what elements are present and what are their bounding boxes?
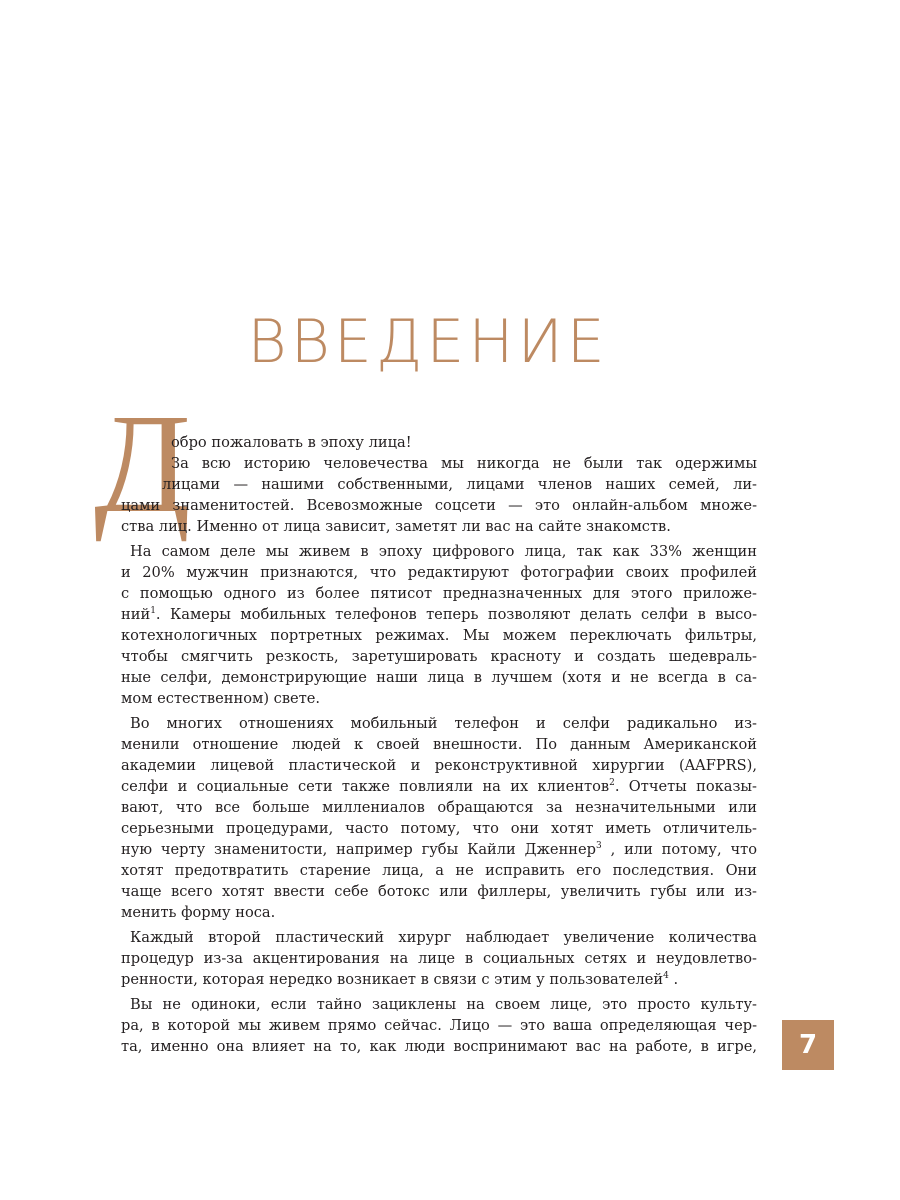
text-line xyxy=(121,881,757,902)
text-fragment: ную черту знаменитости, например губы Кайли Дженнер xyxy=(121,841,596,858)
text-line xyxy=(121,667,757,688)
text-fragment: обро пожаловать в эпоху лица! xyxy=(171,434,412,451)
text-line xyxy=(121,948,757,969)
text-line xyxy=(121,1015,757,1036)
text-line xyxy=(121,625,757,646)
text-line xyxy=(171,453,757,474)
text-fragment: котехнологичных портретных режимах. Мы можем переключать фильтры, xyxy=(121,627,757,644)
text-line xyxy=(121,797,757,818)
text-fragment: мом естественном) свете. xyxy=(121,690,321,707)
text-line xyxy=(121,1036,757,1057)
text-fragment: На самом деле мы живем в эпоху цифрового лица, так как 33% женщин xyxy=(130,543,757,560)
text-line xyxy=(121,734,757,755)
text-fragment: хотят предотвратить старение лица, а не исправить его последствия. Они xyxy=(121,862,757,879)
text-line xyxy=(121,713,757,734)
text-fragment: . Отчеты показы- xyxy=(614,778,757,795)
text-fragment: академии лицевой пластической и реконструктивной хирургии (AAFPRS), xyxy=(121,757,757,774)
text-line xyxy=(121,755,757,776)
text-fragment: . xyxy=(668,971,679,988)
footnote-ref: 4 xyxy=(663,971,669,982)
text-fragment: вают, что все больше миллениалов обращаются за незначительными или xyxy=(121,799,757,816)
text-fragment: чаще всего хотят ввести себе ботокс или филлеры, увеличить губы или из- xyxy=(121,883,757,900)
page-number-badge: 7 xyxy=(782,1020,834,1070)
footnote-ref: 2 xyxy=(609,778,615,789)
text-fragment: Во многих отношениях мобильный телефон и селфи радикально из- xyxy=(130,715,757,732)
text-line xyxy=(121,562,757,583)
text-line xyxy=(121,516,757,537)
text-fragment: ства лиц. Именно от лица зависит, заметят ли вас на сайте знакомств. xyxy=(121,518,671,535)
text-fragment: серьезными процедурами, часто потому, что они хотят иметь отличитель- xyxy=(121,820,757,837)
text-line xyxy=(121,860,757,881)
footnote-ref: 3 xyxy=(596,841,602,852)
chapter-title: ВВЕДЕНИЕ xyxy=(247,307,609,377)
text-fragment: та, именно она влияет на то, как люди воспринимают вас на работе, в игре, xyxy=(121,1038,757,1055)
text-line xyxy=(121,818,757,839)
text-line xyxy=(121,927,757,948)
text-line xyxy=(121,646,757,667)
text-line xyxy=(121,839,757,860)
text-fragment: . Камеры мобильных телефонов теперь позволяют делать селфи в высо- xyxy=(155,606,757,623)
text-fragment: ра, в которой мы живем прямо сейчас. Лицо — это ваша определяющая чер- xyxy=(121,1017,757,1034)
text-fragment: Каждый второй пластический хирург наблюдает увеличение количества xyxy=(130,929,757,946)
text-line xyxy=(121,495,757,516)
text-line xyxy=(121,902,757,923)
text-fragment: ренности, которая нередко возникает в связи с этим у пользователей xyxy=(121,971,664,988)
text-fragment: цами знаменитостей. Всевозможные соцсети — это онлайн-альбом множе- xyxy=(121,497,757,514)
text-fragment: селфи и социальные сети также повлияли на их клиентов xyxy=(121,778,610,795)
text-line xyxy=(121,541,757,562)
text-fragment: ний xyxy=(121,606,151,623)
text-line xyxy=(171,432,757,453)
text-line xyxy=(121,969,757,990)
text-line xyxy=(162,474,757,495)
text-fragment: Вы не одиноки, если тайно зациклены на своем лице, это просто культу- xyxy=(130,996,757,1013)
text-fragment: лицами — нашими собственными, лицами членов наших семей, ли- xyxy=(162,476,757,493)
text-fragment: и 20% мужчин признаются, что редактируют фотографии своих профилей xyxy=(121,564,757,581)
text-fragment: , или потому, что xyxy=(601,841,757,858)
text-line xyxy=(121,583,757,604)
text-fragment: чтобы смягчить резкость, заретушировать красноту и создать шедевраль- xyxy=(121,648,757,665)
text-fragment: с помощью одного из более пятисот предназначенных для этого приложе- xyxy=(121,585,757,602)
text-fragment: процедур из-за акцентирования на лице в социальных сетях и неудовлетво- xyxy=(121,950,757,967)
text-line xyxy=(121,688,757,709)
text-fragment: За всю историю человечества мы никогда не были так одержимы xyxy=(171,455,757,472)
text-line xyxy=(121,994,757,1015)
text-fragment: менить форму носа. xyxy=(121,904,276,921)
text-fragment: ные селфи, демонстрирующие наши лица в лучшем (хотя и не всегда в са- xyxy=(121,669,757,686)
text-line xyxy=(121,776,757,797)
text-fragment: менили отношение людей к своей внешности. По данным Американской xyxy=(121,736,757,753)
footnote-ref: 1 xyxy=(150,606,156,617)
drop-cap: Д xyxy=(94,384,191,542)
text-line xyxy=(121,604,757,625)
